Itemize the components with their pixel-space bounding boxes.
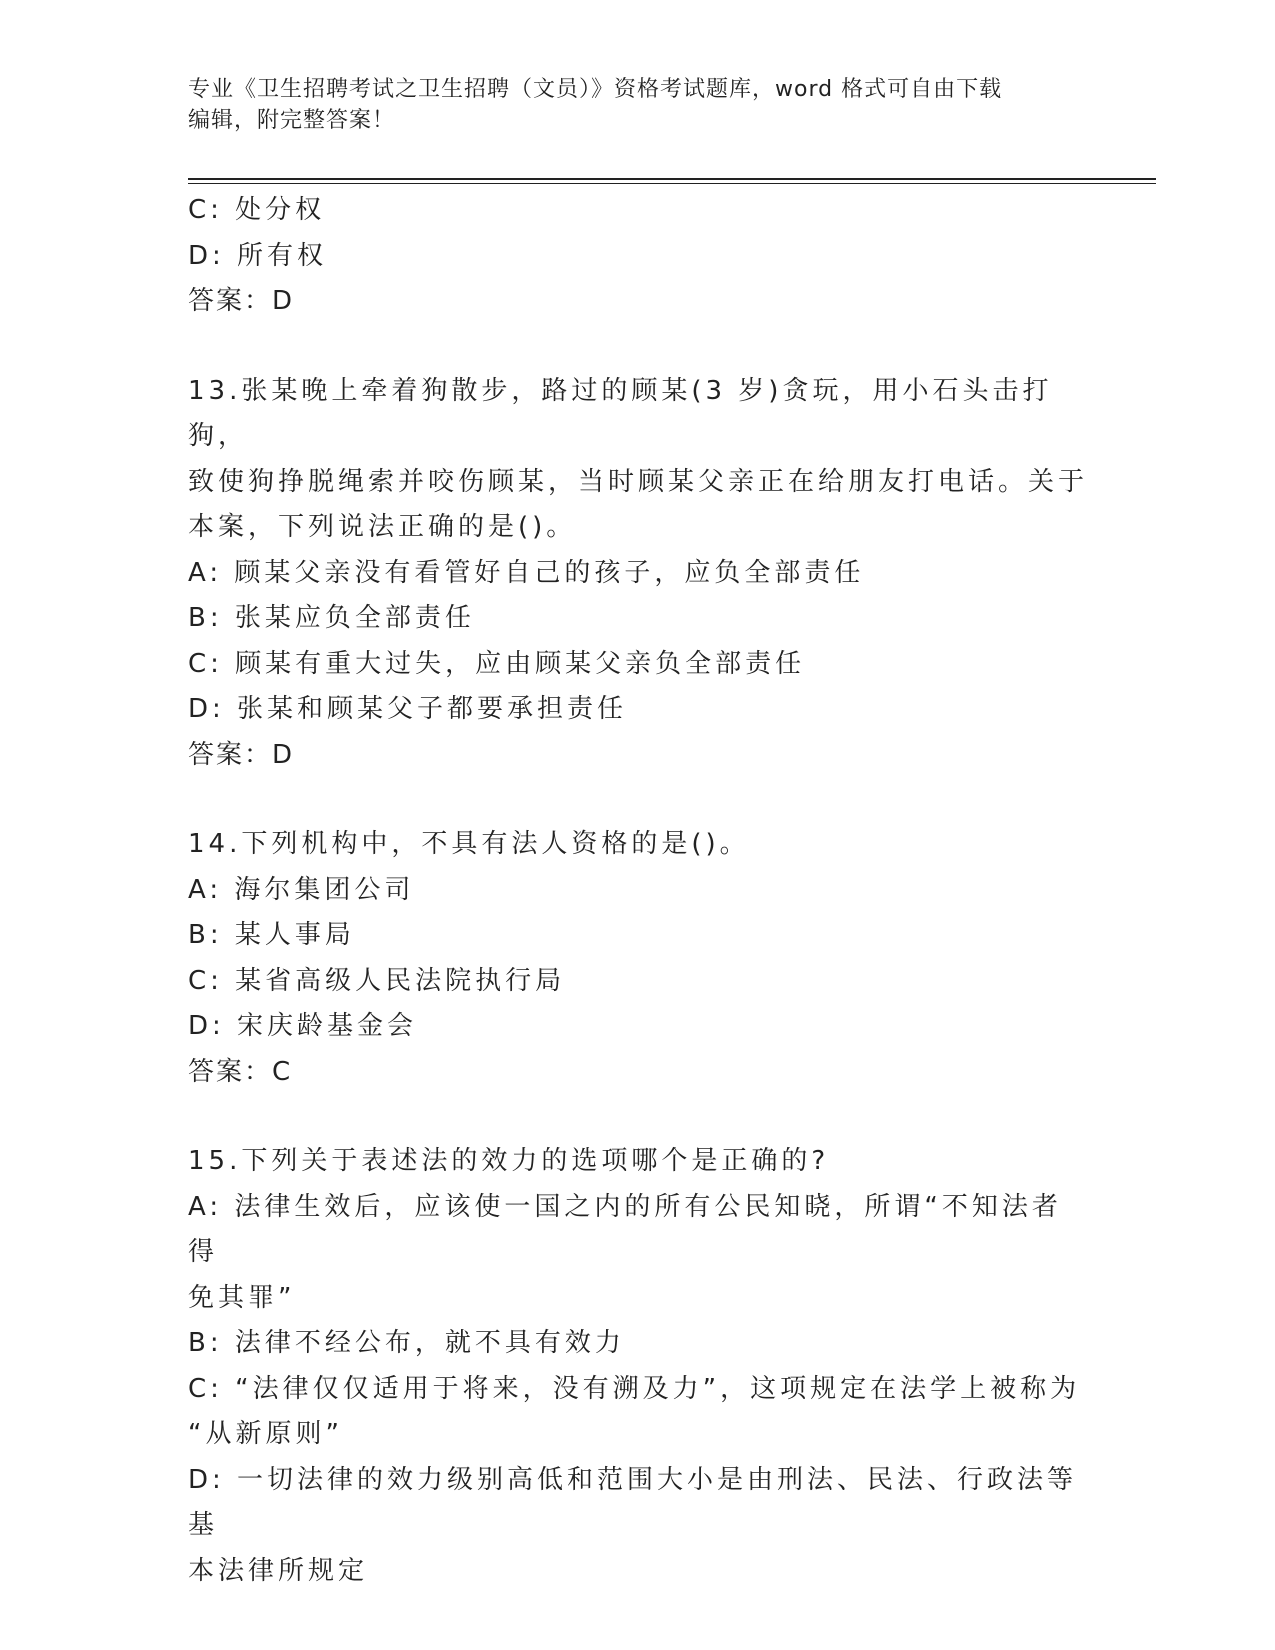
prev-question-block [188,188,1088,325]
header-line-2: 编辑，附完整答案！ [188,108,396,133]
option-c: C: 顾某有重大过失，应由顾某父亲负全部责任 [188,648,806,679]
option-c: C: “法律仅仅适用于将来，没有溯及力”，这项规定在法学上被称为 [188,1373,1081,1404]
option-a-continued: 免其罪” [188,1282,296,1313]
document-header [188,74,1088,136]
option-d-continued: 本法律所规定 [188,1555,369,1586]
option-c-continued: “从新原则” [188,1419,343,1449]
option-d: D: 一切法律的效力级别高低和范围大小是由刑法、民法、行政法等基 [188,1464,1078,1540]
question-stem-line: 14.下列机构中，不具有法人资格的是()。 [188,829,750,859]
option-a: A: 顾某父亲没有看管好自己的孩子，应负全部责任 [188,557,865,588]
header-line-1: 专业《卫生招聘考试之卫生招聘（文员）》资格考试题库，word 格式可自由下载 [188,77,1003,102]
answer-line: 答案：C [188,1056,293,1087]
option-c: C: 某省高级人民法院执行局 [188,965,566,996]
question-stem-line: 本案，下列说法正确的是()。 [188,512,577,542]
question-15 [188,1139,1088,1594]
question-stem-line: 13.张某晚上牵着狗散步，路过的顾某(3 岁)贪玩，用小石头击打狗， [188,375,1053,451]
question-list [188,188,1088,1594]
spacer [188,325,1088,369]
option-d: D: 所有权 [188,240,328,271]
question-14 [188,822,1088,1095]
answer-line: 答案：D [188,286,295,316]
option-b: B: 张某应负全部责任 [188,603,475,633]
option-d: D: 宋庆龄基金会 [188,1011,418,1041]
option-a: A: 法律生效后，应该使一国之内的所有公民知晓，所谓“不知法者得 [188,1191,1062,1267]
header-divider-thin [188,183,1156,184]
question-stem-line: 致使狗挣脱绳索并咬伤顾某，当时顾某父亲正在给朋友打电话。关于 [188,466,1089,497]
option-d: D: 张某和顾某父子都要承担责任 [188,694,628,724]
option-a: A: 海尔集团公司 [188,874,415,905]
spacer [188,778,1088,822]
question-stem-line: 15.下列关于表述法的效力的选项哪个是正确的? [188,1146,830,1176]
option-c: C: 处分权 [188,195,326,225]
answer-line: 答案：D [188,739,295,770]
question-13 [188,369,1088,779]
spacer [188,1095,1088,1139]
option-b: B: 某人事局 [188,920,355,950]
option-b: B: 法律不经公布，就不具有效力 [188,1328,625,1358]
header-divider-thick [188,178,1156,180]
